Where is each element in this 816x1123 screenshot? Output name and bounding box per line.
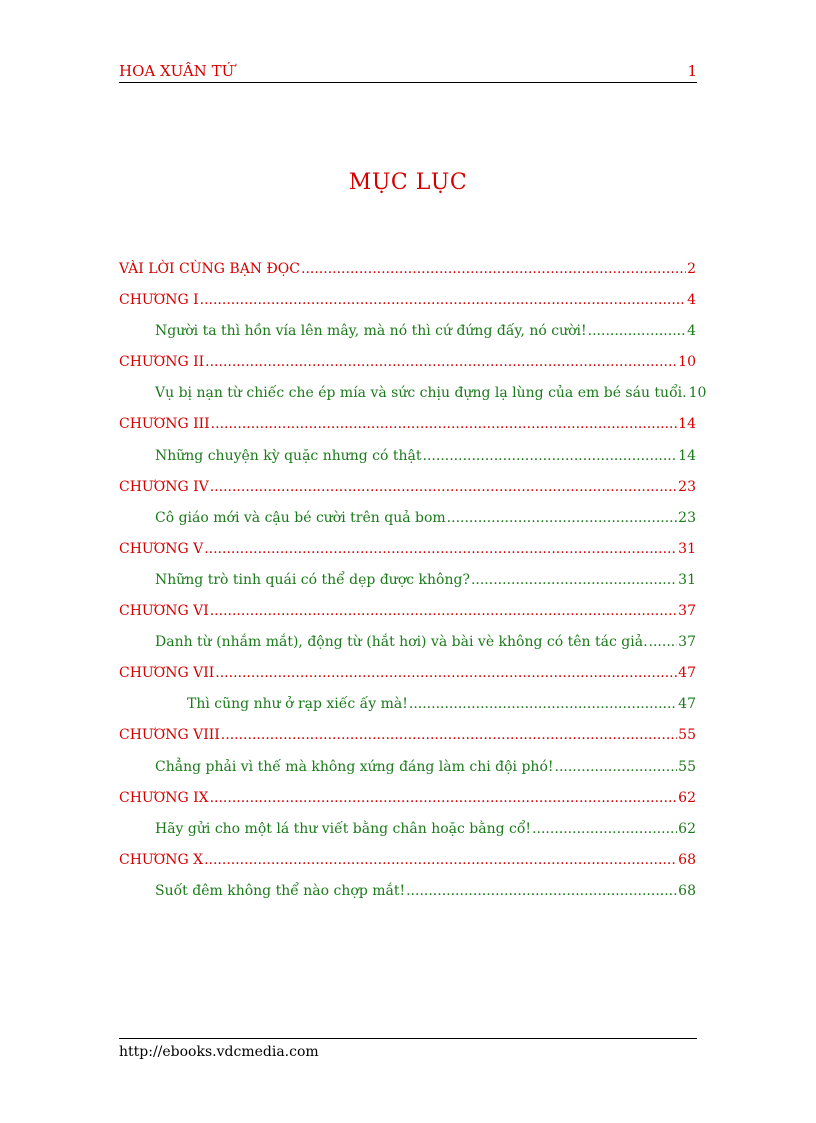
toc-dot-leader bbox=[210, 789, 678, 807]
toc-entry-page: 37 bbox=[678, 603, 696, 620]
toc-entry-text: Người ta thì hồn vía lên mây, mà nó thì cứ đứng đấy, nó cười! bbox=[155, 323, 587, 340]
page-number: 1 bbox=[687, 62, 697, 80]
toc-entry-page: 2 bbox=[687, 261, 696, 277]
toc-dot-leader bbox=[409, 695, 677, 713]
toc-entry-page: 14 bbox=[678, 447, 696, 464]
toc-entry-text: CHƯƠNG VIII bbox=[119, 727, 220, 744]
toc-entry-text: Thì cũng như ở rạp xiếc ấy mà! bbox=[187, 696, 408, 713]
toc-entry-text: Cô giáo mới và cậu bé cười trên quả bom bbox=[155, 509, 446, 526]
toc-entry-text: CHƯƠNG IV bbox=[119, 478, 209, 495]
toc-dot-leader bbox=[555, 758, 678, 776]
toc-entry-page: 31 bbox=[678, 571, 696, 588]
toc-entry-text: Những chuyện kỳ quặc nhưng có thật bbox=[155, 447, 422, 464]
page-header bbox=[119, 62, 697, 83]
toc-section-entry[interactable] bbox=[119, 820, 696, 851]
toc-section-entry[interactable] bbox=[119, 322, 696, 353]
toc-section-entry[interactable] bbox=[119, 695, 696, 726]
toc-dot-leader bbox=[423, 447, 678, 465]
toc-entry-page: 14 bbox=[678, 416, 696, 433]
toc-dot-leader bbox=[532, 820, 677, 838]
toc-dot-leader bbox=[221, 726, 677, 744]
toc-entry-page: 4 bbox=[687, 323, 696, 340]
toc-dot-leader bbox=[215, 664, 677, 682]
toc-entry-page: 10 bbox=[678, 354, 696, 371]
toc-entry-page: 62 bbox=[678, 789, 696, 806]
toc-dot-leader bbox=[204, 540, 677, 558]
toc-entry-text: CHƯƠNG VII bbox=[119, 665, 215, 682]
toc-entry-page: 47 bbox=[678, 696, 696, 713]
toc-entry-text: CHƯƠNG I bbox=[119, 292, 199, 309]
toc-section-entry[interactable] bbox=[119, 384, 707, 415]
toc-chapter-entry[interactable] bbox=[119, 789, 696, 820]
toc-dot-leader bbox=[205, 353, 677, 371]
toc-entry-page: 47 bbox=[678, 665, 696, 682]
toc-entry-page: 10 bbox=[688, 385, 707, 402]
toc-dot-leader bbox=[204, 851, 677, 869]
toc-entry-page: 55 bbox=[678, 727, 696, 744]
toc-dot-leader bbox=[649, 633, 678, 651]
toc-entry-text: CHƯƠNG II bbox=[119, 354, 205, 371]
toc-entry-page: 31 bbox=[678, 540, 696, 557]
toc-section-entry[interactable] bbox=[119, 633, 696, 664]
toc-entry-text: CHƯƠNG X bbox=[119, 851, 204, 868]
toc-chapter-entry[interactable] bbox=[119, 726, 696, 757]
page-footer bbox=[119, 1038, 697, 1060]
toc-entry-page: 68 bbox=[678, 882, 696, 899]
toc-chapter-entry[interactable] bbox=[119, 664, 696, 695]
toc-dot-leader bbox=[588, 322, 686, 340]
toc-entry-text: Suốt đêm không thể nào chợp mắt! bbox=[155, 882, 406, 899]
toc-chapter-entry[interactable] bbox=[119, 415, 696, 446]
toc-chapter-entry[interactable] bbox=[119, 260, 696, 291]
toc-entry-text: CHƯƠNG V bbox=[119, 540, 204, 557]
toc-entry-page: 68 bbox=[678, 851, 696, 868]
toc-dot-leader bbox=[301, 260, 686, 278]
toc-dot-leader bbox=[406, 882, 677, 900]
toc-dot-leader bbox=[211, 415, 678, 433]
toc-section-entry[interactable] bbox=[119, 882, 696, 913]
toc-section-entry[interactable] bbox=[119, 509, 696, 540]
toc-entry-text: VÀI LỜI CÙNG BẠN ĐỌC bbox=[119, 261, 300, 277]
toc-entry-text: Hãy gửi cho một lá thư viết bằng chân hoặc bằng cổ! bbox=[155, 820, 532, 837]
toc-section-entry[interactable] bbox=[119, 571, 696, 602]
toc-entry-text: CHƯƠNG VI bbox=[119, 603, 209, 620]
toc-entry-page: 37 bbox=[678, 634, 696, 651]
toc-chapter-entry[interactable] bbox=[119, 353, 696, 384]
book-author: HOA XUÂN TỨ bbox=[119, 62, 235, 80]
toc-title: MỤC LỤC bbox=[348, 170, 468, 195]
toc-entry-page: 62 bbox=[678, 820, 696, 837]
toc-entry-text: Chẳng phải vì thế mà không xứng đáng làm chi đội phó! bbox=[155, 758, 554, 775]
toc-entry-page: 23 bbox=[678, 478, 696, 495]
table-of-contents bbox=[119, 260, 707, 913]
toc-section-entry[interactable] bbox=[119, 758, 696, 789]
toc-dot-leader bbox=[210, 602, 677, 620]
toc-entry-text: Danh từ (nhắm mắt), động từ (hắt hơi) và bài vè không có tên tác giả. bbox=[155, 634, 648, 651]
toc-entry-text: CHƯƠNG IX bbox=[119, 789, 209, 806]
toc-chapter-entry[interactable] bbox=[119, 478, 696, 509]
toc-dot-leader bbox=[447, 509, 678, 527]
toc-chapter-entry[interactable] bbox=[119, 540, 696, 571]
footer-url[interactable]: http://ebooks.vdcmedia.com bbox=[119, 1044, 319, 1060]
toc-entry-page: 4 bbox=[687, 292, 696, 309]
toc-chapter-entry[interactable] bbox=[119, 602, 696, 633]
toc-dot-leader bbox=[210, 478, 677, 496]
toc-chapter-entry[interactable] bbox=[119, 851, 696, 882]
toc-entry-text: CHƯƠNG III bbox=[119, 416, 210, 433]
toc-entry-page: 55 bbox=[678, 758, 696, 775]
toc-dot-leader bbox=[200, 291, 686, 309]
toc-dot-leader bbox=[471, 571, 677, 589]
toc-section-entry[interactable] bbox=[119, 447, 696, 478]
toc-entry-text: Những trò tinh quái có thể dẹp được không? bbox=[155, 571, 470, 588]
toc-entry-text: Vụ bị nạn từ chiếc che ép mía và sức chịu đựng lạ lùng của em bé sáu tuổi. bbox=[155, 385, 687, 402]
toc-entry-page: 23 bbox=[678, 509, 696, 526]
toc-chapter-entry[interactable] bbox=[119, 291, 696, 322]
